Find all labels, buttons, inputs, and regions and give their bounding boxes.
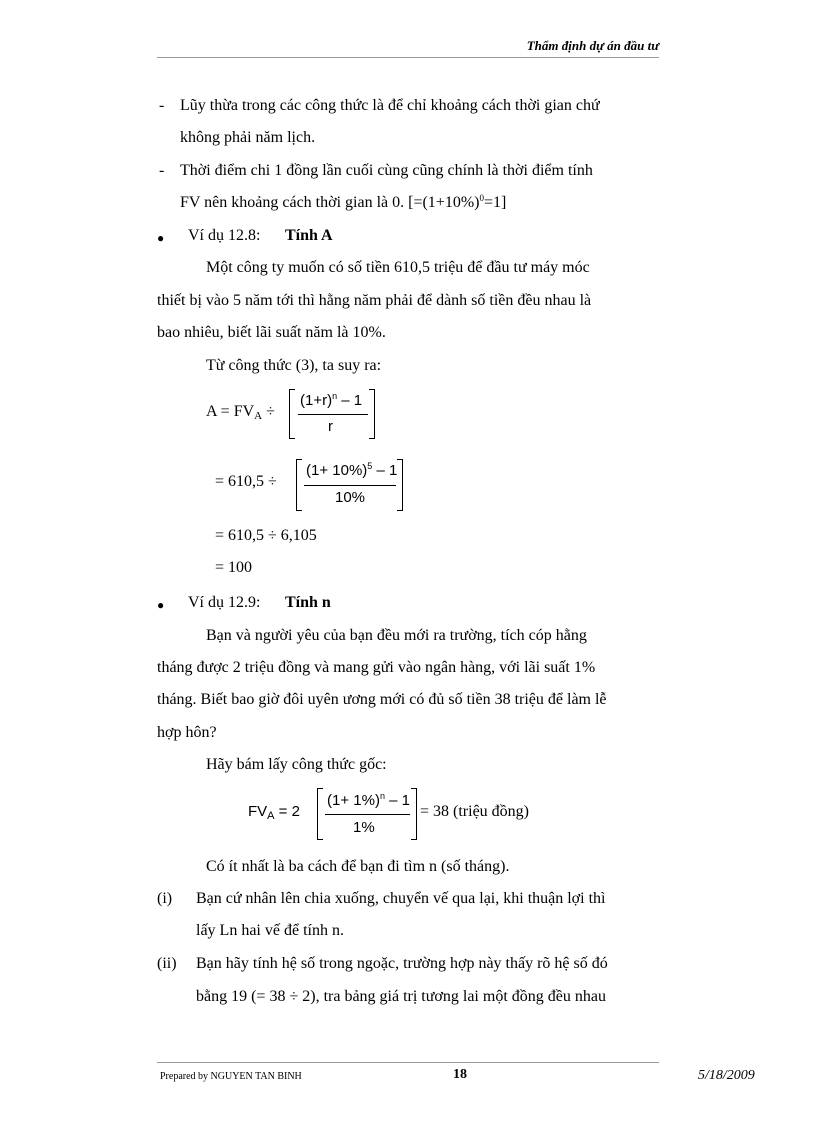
formula1-lhs — [206, 402, 275, 422]
note2-line1: Thời điểm chi 1 đồng lần cuối cùng cũng chính là thời điểm tính — [180, 162, 593, 179]
formula2-denominator: 10% — [335, 489, 366, 506]
formula2-num-a: (1+ 10%) — [306, 462, 368, 479]
header-rule — [157, 57, 659, 58]
example-12-9-title: Tính n — [285, 594, 331, 611]
formula1-denominator: r — [328, 418, 333, 435]
formula5-num-a: (1+ 1%) — [327, 792, 380, 809]
formula5-eq: = 2 — [274, 803, 300, 820]
formula5-numerator — [327, 791, 410, 811]
item2-line1: Bạn hãy tính hệ số trong ngoặc, trường hợp này thấy rõ hệ số đó — [196, 955, 608, 972]
formula2-lhs: = 610,5 ÷ — [215, 473, 277, 490]
note2-line2-b: =1] — [483, 194, 507, 211]
example-12-9-label: Ví dụ 12.9: — [188, 594, 261, 611]
formula1-fraction-bar — [298, 414, 368, 415]
formula1-num-a: (1+r) — [300, 392, 333, 409]
example-12-9-para-line3: tháng. Biết bao giờ đôi uyên ương mới có đủ số tiền 38 triệu để làm lễ — [157, 691, 607, 708]
note1-line1: Lũy thừa trong các công thức là để chỉ khoảng cách thời gian chứ — [180, 97, 600, 114]
formula5-bracket-left — [317, 788, 323, 840]
formula5-num-b: – 1 — [384, 792, 410, 809]
example-12-9-para2: Hãy bám lấy công thức gốc: — [206, 756, 387, 773]
formula1-num-exp: n — [332, 391, 338, 401]
formula2-num-b: – 1 — [372, 462, 398, 479]
item1-line1: Bạn cứ nhân lên chia xuống, chuyển vế qua lại, khi thuận lợi thì — [196, 890, 606, 907]
formula1-num-b: – 1 — [337, 392, 363, 409]
note1-dash: - — [159, 97, 165, 114]
formula5-fraction-bar — [325, 814, 410, 815]
formula5-bracket-right — [411, 788, 417, 840]
example-12-9-para-line4: hợp hôn? — [157, 724, 217, 741]
formula2-fraction-bar — [304, 485, 396, 486]
formula1-lhs-text: A = FV — [206, 403, 255, 420]
formula5-lhs-text: FV — [248, 803, 268, 820]
formula1-divide: ÷ — [262, 403, 275, 420]
example-12-8-title: Tính A — [285, 227, 333, 244]
formula5-num-exp: n — [379, 791, 385, 801]
footer-date: 5/18/2009 — [698, 1068, 755, 1083]
note2-dash: - — [159, 162, 165, 179]
item2-marker: (ii) — [157, 955, 177, 972]
formula1-bracket-left — [289, 389, 295, 439]
formula2-num-exp: 5 — [367, 461, 373, 471]
formula2-bracket-right — [397, 459, 403, 511]
note2-line2-a: FV nên khoảng cách thời gian là 0. [=(1+10%) — [180, 194, 480, 211]
example-12-8-para-line2: thiết bị vào 5 năm tới thì hằng năm phải để dành số tiền đều nhau là — [157, 292, 592, 309]
footer-page-number: 18 — [453, 1067, 467, 1082]
example-12-8-label: Ví dụ 12.8: — [188, 227, 261, 244]
formula4: = 100 — [215, 559, 253, 576]
bullet-icon: ● — [157, 598, 165, 612]
example-12-8-para-line1: Một công ty muốn có số tiền 610,5 triệu để đầu tư máy móc — [206, 259, 590, 276]
formula2-bracket-left — [296, 459, 302, 511]
note2-line2 — [180, 193, 506, 213]
formula1-numerator — [300, 391, 362, 411]
example-12-8-para2: Từ công thức (3), ta suy ra: — [206, 357, 382, 374]
note1-line2: không phải năm lịch. — [180, 129, 316, 146]
item2-line2: bằng 19 (= 38 ÷ 2), tra bảng giá trị tương lai một đồng đều nhau — [196, 988, 606, 1005]
bullet-icon: ● — [157, 231, 165, 245]
formula3: = 610,5 ÷ 6,105 — [215, 527, 317, 544]
formula5-denominator: 1% — [353, 819, 375, 836]
formula5-lhs-sub: A — [267, 810, 275, 822]
example-12-9-para-line1: Bạn và người yêu của bạn đều mới ra trường, tích cóp hằng — [206, 627, 587, 644]
formula1-bracket-right — [369, 389, 375, 439]
footer-prepared-by: Prepared by NGUYEN TAN BINH — [160, 1071, 302, 1082]
example-12-8-para-line3: bao nhiêu, biết lãi suất năm là 10%. — [157, 324, 386, 341]
formula1-lhs-sub: A — [254, 410, 263, 422]
formula5-lhs — [248, 802, 300, 822]
formula5-rhs: = 38 (triệu đồng) — [420, 803, 529, 820]
item1-line2: lấy Ln hai vế để tính n. — [196, 922, 344, 939]
item1-marker: (i) — [157, 890, 173, 907]
page-header-title: Thẩm định dự án đầu tư — [526, 38, 659, 53]
example-12-9-para3: Có ít nhất là ba cách để bạn đi tìm n (số tháng). — [206, 858, 510, 875]
example-12-9-para-line2: tháng được 2 triệu đồng và mang gửi vào ngân hàng, với lãi suất 1% — [157, 659, 596, 676]
footer-rule — [157, 1062, 659, 1063]
formula2-numerator — [306, 461, 397, 481]
note2-exponent: 0 — [479, 193, 484, 203]
